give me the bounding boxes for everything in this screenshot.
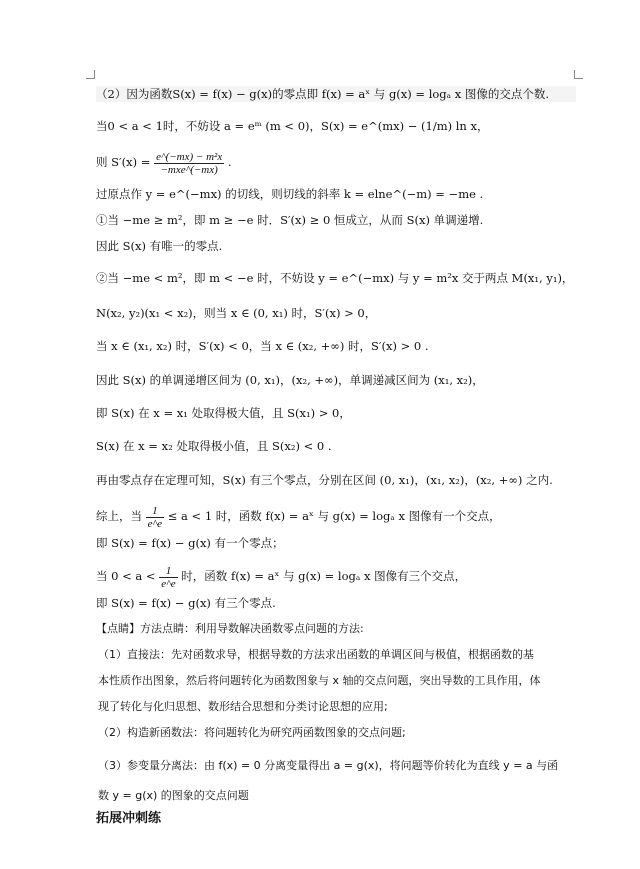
derivative-numerator: e^(−mx) − m²x [156,150,223,163]
section-heading: 拓展冲刺练 [96,811,162,826]
summary2-line [96,560,576,592]
zero-theorem-text: 再由零点存在定理可知，S(x) 有三个零点，分别在区间 (0, x₁)，(x₁, x₂)，(x₂, +∞) 之内. [96,473,553,487]
summary2-numerator: 1 [159,565,177,578]
part2-intro: （2）因为函数S(x) = f(x) − g(x)的零点即 f(x) = aˣ 与 g(x) = logₐ x 图像的交点个数. [96,86,576,102]
tangent-line-text: 过原点作 y = e^(−mx) 的切线，则切线的斜率 k = elne^(−m) = −me . [96,187,484,201]
case2-line3: 当 x ∈ (x₁, x₂) 时，S′(x) < 0，当 x ∈ (x₂, +∞) 时，S′(x) > 0 . [96,339,429,353]
summary2-suffix: 时，函数 f(x) = aˣ 与 g(x) = logₐ x 图像有三个交点， [181,569,467,583]
derivative-denominator: −mxe^(−mx) [160,163,218,176]
method3-line2: 数 y = g(x) 的图象的交点问题 [98,789,249,802]
summary2-prefix: 当 0 < a < [96,569,156,583]
method3-line1: （3）参变量分离法：由 f(x) = 0 分离变量得出 a = g(x)，将问题等价转化为直线 y = a 与函 [98,759,559,772]
case2-line2: N(x₂, y₂)(x₁ < x₂)，则当 x ∈ (0, x₁) 时，S′(x) > 0， [96,306,377,320]
case1-text: ①当 −me ≥ m²，即 m ≥ −e 时．S′(x) ≥ 0 恒成立，从而 S(x) 单调递增. [96,213,484,227]
method1-line1: （1）直接法：先对函数求导，根据导数的方法求出函数的单调区间与极值，根据函数的基 [98,648,534,661]
crop-mark-top-right [574,70,583,79]
derivative-prefix: 则 S′(x) = [96,155,151,169]
method2-text: （2）构造新函数法：将问题转化为研究两函数图象的交点问题; [98,726,406,739]
summary1-prefix: 综上，当 [96,509,142,523]
summary1-numerator: 1 [146,505,164,518]
summary1-line [96,500,576,532]
summary2-b: 即 S(x) = f(x) − g(x) 有三个零点. [96,596,276,610]
summary2-denominator: e^e [161,577,176,590]
summary1-denominator: e^e [147,517,163,530]
summary1-fraction [146,505,164,530]
min-value-text: S(x) 在 x = x₂ 处取得极小值，且 S(x₂) < 0 . [96,439,332,453]
method1-line2: 本性质作出图象，然后将问题转化为函数图象与 x 轴的交点问题，突出导数的工具作用，体 [98,674,541,687]
derivative-line [96,145,576,179]
monotonic-intervals: 因此 S(x) 的单调递增区间为 (0, x₁)，(x₂, +∞)，单调递减区间为 (x₁, x₂)， [96,373,484,387]
max-value-text: 即 S(x) 在 x = x₁ 处取得极大值，且 S(x₁) > 0， [96,406,351,420]
summary2-fraction [159,565,177,590]
case1-conclusion: 因此 S(x) 有唯一的零点. [96,239,223,253]
derivative-fraction [154,151,224,176]
case-intro: 当0 < a < 1时，不妨设 a = eᵐ (m < 0)，S(x) = e^(mx) − (1/m) ln x， [96,119,489,133]
summary1-b: 即 S(x) = f(x) − g(x) 有一个零点； [96,536,284,550]
case2-line1: ②当 −me < m²，即 m < −e 时，不妨设 y = e^(−mx) 与 y = m²x 交于两点 M(x₁, y₁)， [96,271,574,285]
tips-heading: 【点睛】方法点睛：利用导数解决函数零点问题的方法: [96,622,364,635]
method1-line3: 现了转化与化归思想、数形结合思想和分类讨论思想的应用; [98,700,388,713]
derivative-suffix: . [227,155,232,169]
crop-mark-top-left [86,70,95,79]
summary1-suffix: ≤ a < 1 时，函数 f(x) = aˣ 与 g(x) = logₐ x 图像有一个交点， [167,509,501,523]
